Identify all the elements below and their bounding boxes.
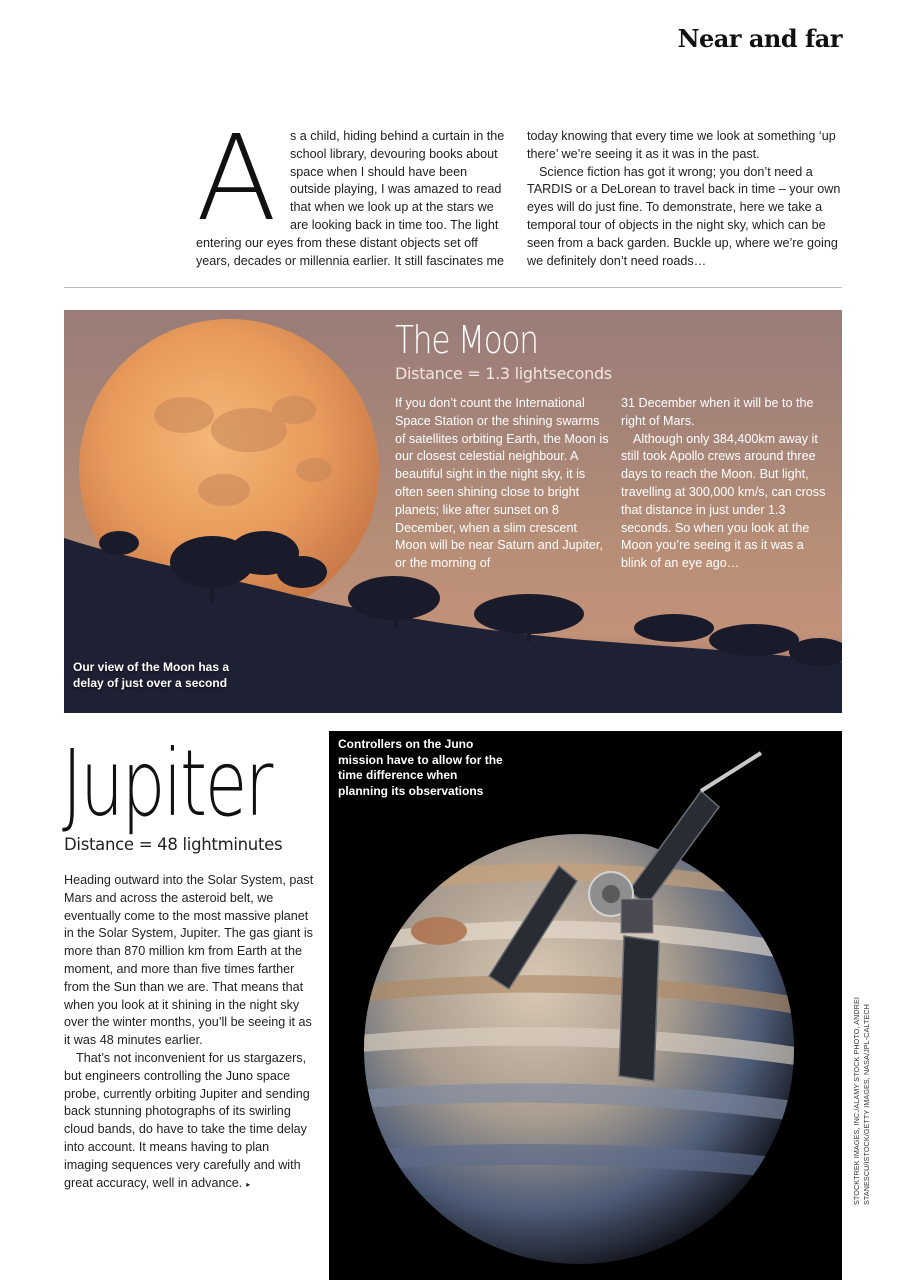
moon-column-left <box>395 395 609 573</box>
moon-photo-caption: Our view of the Moon has a delay of just over a second <box>73 660 230 690</box>
intro-column-right <box>527 128 842 270</box>
jupiter-paragraph-2-text: That’s not inconvenient for us stargazers, but engineers controlling the Juno space probe, currently orbiting Jupiter and sending back stunning photographs of its swirling cloud bands, do have to take the time delay into account. It means having to plan imaging sequences very carefully and with great accuracy, well in advance. <box>64 1050 310 1190</box>
section-divider <box>64 287 842 288</box>
section-title: Near and far <box>677 24 842 53</box>
juno-photo-caption: Controllers on the Juno mission have to allow for the time difference when planning its observations <box>338 737 503 798</box>
jupiter-juno-photo <box>329 731 842 1280</box>
drop-cap: A <box>196 109 277 247</box>
juno-photo-panel <box>329 731 842 1280</box>
moon-title: The Moon <box>395 318 538 362</box>
intro-column-left <box>196 109 510 270</box>
moon-photo-panel <box>64 310 842 713</box>
moon-paragraph-1: If you don’t count the International Space Station or the shining swarms of satellites orbiting Earth, the Moon is our closest celestial neighbour. A beautiful sight in the night sky, it is often seen shining close to bright planets; like after sunset on 8 December, when a slim crescent Moon will be near Saturn and Jupiter, or the morning of <box>395 396 609 571</box>
moon-distance: Distance = 1.3 lightseconds <box>395 364 612 383</box>
intro-paragraph-3: Science fiction has got it wrong; you don’t need a TARDIS or a DeLorean to travel back in time – your own eyes will do just fine. To demonstrate, here we take a temporal tour of objects in the night sky, which can be seen from a back garden. Buckle up, where we’re going we definitely don’t need roads… <box>527 164 841 268</box>
jupiter-title: Jupiter <box>62 730 272 837</box>
jupiter-distance: Distance = 48 lightminutes <box>64 835 283 854</box>
intro-paragraph-2: today knowing that every time we look at something ‘up there’ we’re seeing it as it was in the past. <box>527 129 836 161</box>
jupiter-paragraph-2 <box>64 1050 316 1193</box>
intro-paragraph-1: s a child, hiding behind a curtain in the school library, devouring books about space when I should have been outside playing, I was amazed to read that when we look up at the stars we are looking back in time too. The light entering our eyes from these distant objects set off years, decades or millennia earlier. It still fascinates me <box>196 129 505 268</box>
end-of-article-icon: ▸ <box>246 1179 251 1189</box>
moon-paragraph-3: Although only 384,400km away it still took Apollo crews around three days to reach the Moon. But light, travelling at 300,000 km/s, can cross that distance in just under 1.3 seconds. So when you look at the Moon you’re seeing it as it was a blink of an eye ago… <box>621 431 826 571</box>
jupiter-body-text <box>64 872 316 1193</box>
photo-credit: STOCKTREK IMAGES, INC./ALAMY STOCK PHOTO, ANDREI STANESCU/ISTOCK/GETTY IMAGES, NASA/JPL-CALTECH <box>852 997 871 1205</box>
jupiter-paragraph-1: Heading outward into the Solar System, past Mars and across the asteroid belt, we eventually come to the most massive planet in the Solar System, Jupiter. The gas giant is more than 870 million km from Earth at the moment, and more than five times farther from the Sun than we are. That means that when you look at it shining in the night sky over the winter months, you’ll be seeing it as it was 48 minutes earlier. <box>64 873 314 1048</box>
moon-paragraph-2: 31 December when it will be to the right of Mars. <box>621 396 814 428</box>
moon-column-right <box>621 395 831 573</box>
